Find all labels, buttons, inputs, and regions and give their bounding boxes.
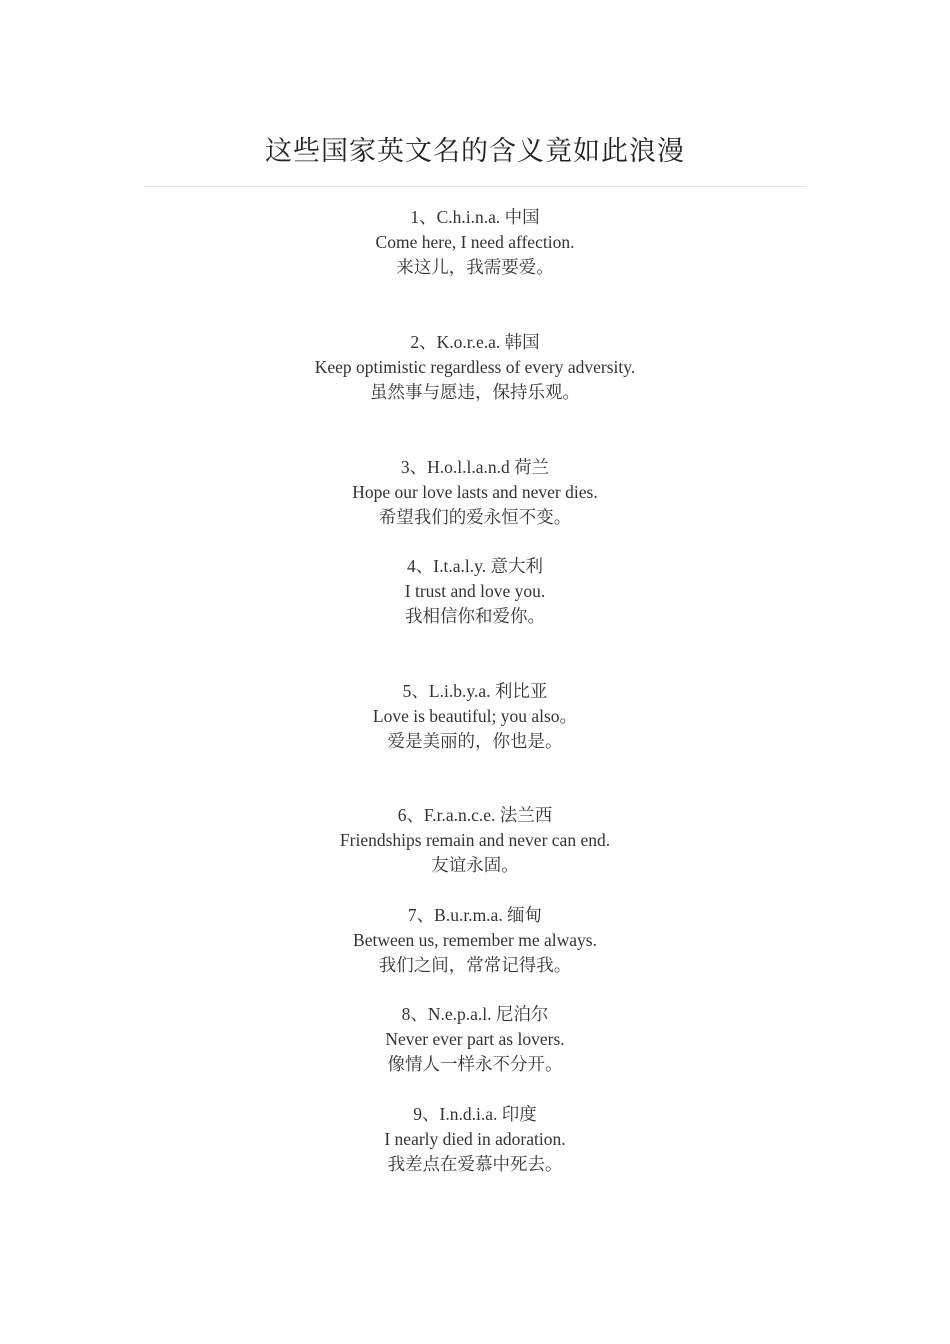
entry-chinese: 我相信你和爱你。 <box>405 606 545 626</box>
entry-english: Love is beautiful; you also。 <box>372 706 578 726</box>
entry-chinese: 我差点在爱慕中死去。 <box>387 1154 563 1174</box>
list-item-india <box>0 1102 950 1177</box>
entry-english: Friendships remain and never can end. <box>339 830 611 850</box>
list-item-burma <box>0 903 950 978</box>
entry-chinese: 我们之间，常常记得我。 <box>378 955 572 975</box>
entry-english: Between us, remember me always. <box>353 930 597 950</box>
entry-heading: 3、H.o.l.l.a.n.d 荷兰 <box>400 457 550 477</box>
list-item-holland <box>0 455 950 530</box>
entry-heading: 7、B.u.r.m.a. 缅甸 <box>407 905 543 925</box>
entry-chinese: 友谊永固。 <box>431 855 519 875</box>
entry-chinese: 希望我们的爱永恒不变。 <box>378 507 572 527</box>
entry-english: I trust and love you. <box>404 581 546 601</box>
entry-english: Never ever part as lovers. <box>385 1029 565 1049</box>
entry-heading: 8、N.e.p.a.l. 尼泊尔 <box>401 1004 549 1024</box>
entry-chinese: 来这儿，我需要爱。 <box>396 257 554 277</box>
entry-heading: 5、L.i.b.y.a. 利比亚 <box>402 681 548 701</box>
entry-heading: 1、C.h.i.n.a. 中国 <box>410 207 540 227</box>
entry-heading: 9、I.n.d.i.a. 印度 <box>413 1104 537 1124</box>
list-item-korea <box>0 330 950 405</box>
entry-english: Come here, I need affection. <box>375 232 575 252</box>
entry-english: I nearly died in adoration. <box>384 1129 566 1149</box>
title-divider <box>144 186 806 187</box>
list-item-france <box>0 803 950 878</box>
list-item-nepal <box>0 1002 950 1077</box>
entry-english: Hope our love lasts and never dies. <box>352 482 598 502</box>
entry-heading: 4、I.t.a.l.y. 意大利 <box>407 556 543 576</box>
list-item-libya <box>0 679 950 754</box>
entry-chinese: 虽然事与愿违，保持乐观。 <box>370 382 580 402</box>
entry-heading: 6、F.r.a.n.c.e. 法兰西 <box>397 805 553 825</box>
list-item-italy <box>0 554 950 629</box>
entry-heading: 2、K.o.r.e.a. 韩国 <box>410 332 540 352</box>
page-title: 这些国家英文名的含义竟如此浪漫 <box>265 136 685 166</box>
entry-chinese: 爱是美丽的，你也是。 <box>387 731 563 751</box>
list-item-china <box>0 205 950 280</box>
entry-english: Keep optimistic regardless of every adversity. <box>314 357 636 377</box>
entry-chinese: 像情人一样永不分开。 <box>387 1054 563 1074</box>
